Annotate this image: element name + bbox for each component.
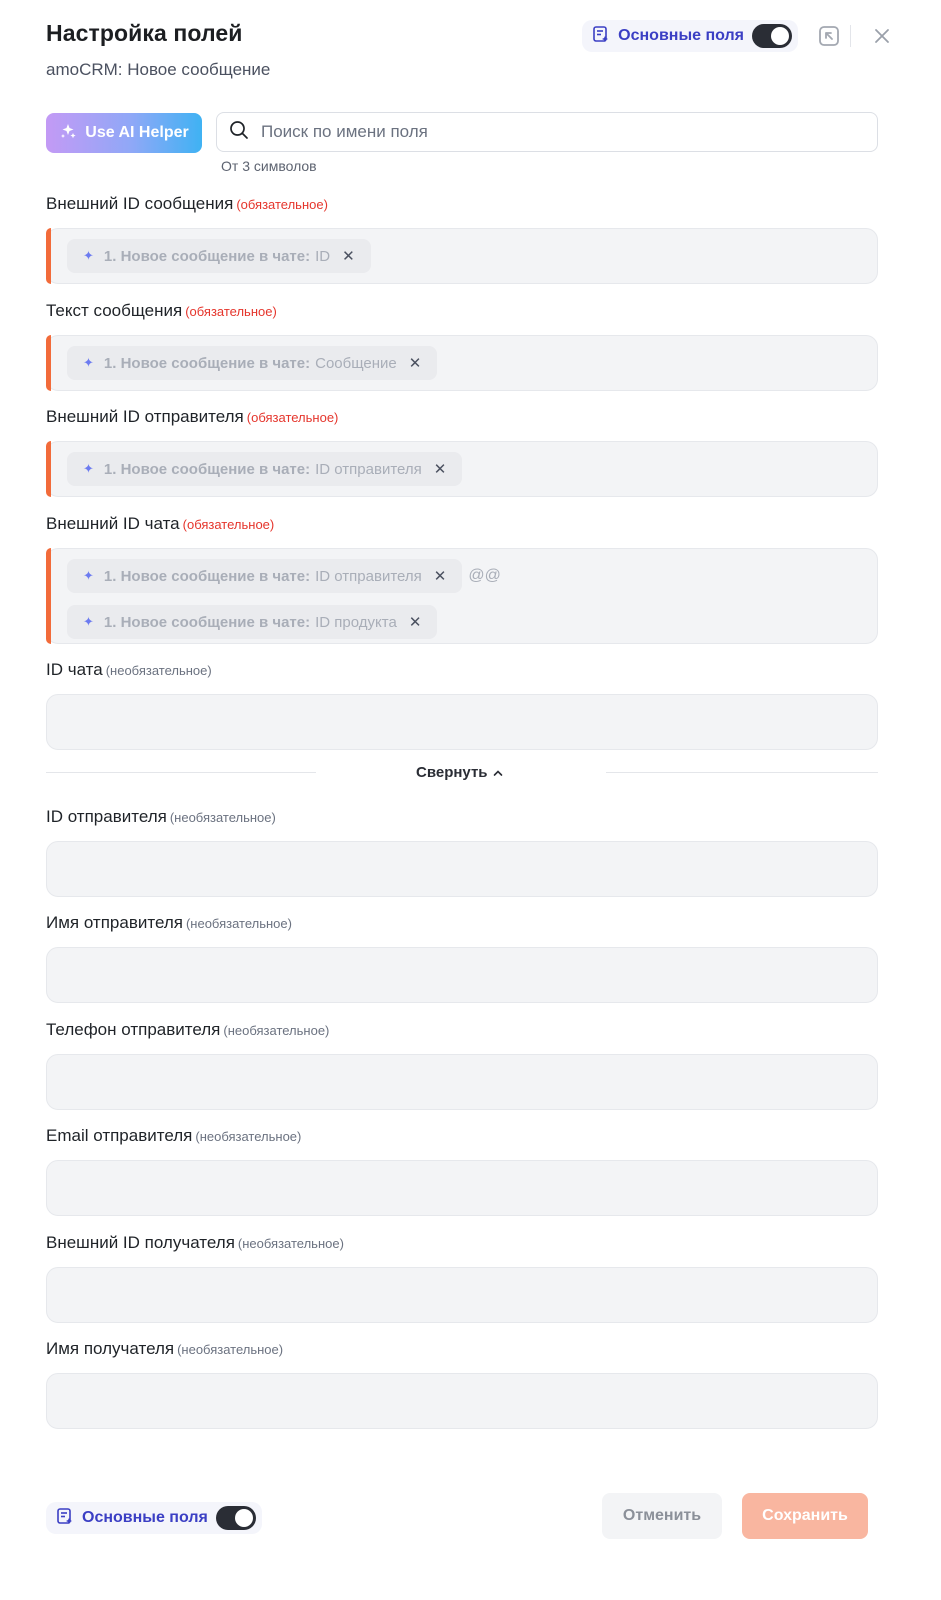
variable-chip[interactable]: ✦ 1. Новое сообщение в чате: ID отправителя ✕ (67, 452, 462, 486)
sparkle-icon: ✦ (83, 355, 94, 370)
field-external-message-id (46, 194, 878, 284)
cancel-button[interactable]: Отменить (602, 1493, 722, 1539)
variable-chip[interactable]: ✦ 1. Новое сообщение в чате: ID ✕ (67, 239, 371, 273)
footer-main-fields-toggle[interactable] (46, 1502, 262, 1534)
field-label: Имя отправителя (46, 913, 183, 932)
field-label: Email отправителя (46, 1126, 193, 1145)
field-external-chat-id (46, 514, 878, 644)
field-message-text (46, 301, 878, 391)
field-input[interactable] (46, 548, 878, 644)
required-tag: (обязательное) (246, 410, 339, 425)
optional-tag: (необязательное) (223, 1023, 330, 1038)
field-input[interactable] (46, 1267, 878, 1323)
variable-chip[interactable]: ✦ 1. Новое сообщение в чате: ID отправителя ✕ (67, 559, 462, 593)
field-input[interactable] (46, 1054, 878, 1110)
sparkle-icon: ✦ (83, 248, 94, 263)
field-input[interactable] (46, 1373, 878, 1429)
field-label: Внешний ID получателя (46, 1233, 235, 1252)
raw-text: @@ (468, 567, 501, 584)
variable-chip[interactable]: ✦ 1. Новое сообщение в чате: Сообщение ✕ (67, 346, 437, 380)
field-label: ID чата (46, 660, 103, 679)
search-hint: От 3 символов (221, 158, 317, 174)
collapse-panel-icon[interactable] (816, 23, 842, 49)
field-label: Телефон отправителя (46, 1020, 221, 1039)
main-fields-label: Основные поля (82, 1509, 208, 1526)
ai-helper-label: Use AI Helper (85, 124, 189, 141)
main-fields-switch[interactable] (216, 1506, 256, 1530)
optional-tag: (необязательное) (237, 1236, 344, 1251)
required-tag: (обязательное) (182, 517, 275, 532)
collapse-row (46, 762, 878, 784)
chevron-up-icon (493, 764, 503, 781)
header-divider (850, 25, 851, 47)
sparkles-icon (59, 122, 77, 145)
field-sender-id (46, 807, 878, 897)
field-label: Внешний ID чата (46, 514, 180, 533)
field-chat-id (46, 660, 878, 750)
panel-header (46, 20, 895, 90)
remove-chip-icon[interactable]: ✕ (408, 355, 422, 372)
field-label: Имя получателя (46, 1339, 175, 1358)
divider-line (46, 772, 316, 773)
field-external-sender-id (46, 407, 878, 497)
field-label: Текст сообщения (46, 301, 183, 320)
field-sender-phone (46, 1020, 878, 1110)
fields-list-icon (592, 25, 610, 48)
fields-list-icon (56, 1507, 74, 1530)
search-input[interactable] (261, 122, 841, 142)
field-label: Внешний ID сообщения (46, 194, 234, 213)
save-button[interactable]: Сохранить (742, 1493, 868, 1539)
sparkle-icon: ✦ (83, 461, 94, 476)
field-sender-name (46, 913, 878, 1003)
header-actions (582, 20, 895, 52)
optional-tag: (необязательное) (195, 1129, 302, 1144)
optional-tag: (необязательное) (177, 1342, 284, 1357)
field-input[interactable] (46, 947, 878, 1003)
field-input[interactable] (46, 335, 878, 391)
page-subtitle: amoCRM: Новое сообщение (46, 60, 271, 79)
page-title: Настройка полей (46, 20, 243, 46)
field-label: Внешний ID отправителя (46, 407, 244, 426)
main-fields-switch[interactable] (752, 24, 792, 48)
remove-chip-icon[interactable]: ✕ (408, 614, 422, 631)
field-label: ID отправителя (46, 807, 167, 826)
main-fields-toggle[interactable] (582, 20, 798, 52)
field-input[interactable] (46, 228, 878, 284)
collapse-button[interactable]: Свернуть (416, 764, 503, 781)
sparkle-icon: ✦ (83, 568, 94, 583)
required-tag: (обязательное) (236, 197, 328, 212)
field-input[interactable] (46, 441, 878, 497)
field-input[interactable] (46, 841, 878, 897)
divider-line (606, 772, 878, 773)
sparkle-icon: ✦ (83, 614, 94, 629)
remove-chip-icon[interactable]: ✕ (433, 461, 447, 478)
optional-tag: (необязательное) (105, 663, 212, 678)
optional-tag: (необязательное) (169, 810, 276, 825)
field-external-recipient-id (46, 1233, 878, 1323)
main-fields-label: Основные поля (618, 27, 744, 44)
ai-helper-button[interactable] (46, 113, 202, 153)
search-icon (229, 120, 249, 145)
field-sender-email (46, 1126, 878, 1216)
remove-chip-icon[interactable]: ✕ (433, 568, 447, 585)
required-tag: (обязательное) (185, 304, 277, 319)
optional-tag: (необязательное) (185, 916, 292, 931)
field-input[interactable] (46, 1160, 878, 1216)
field-recipient-name (46, 1339, 878, 1429)
field-input[interactable] (46, 694, 878, 750)
search-box[interactable] (216, 112, 878, 152)
remove-chip-icon[interactable]: ✕ (342, 248, 355, 265)
variable-chip[interactable]: ✦ 1. Новое сообщение в чате: ID продукта ✕ (67, 605, 437, 639)
close-icon[interactable] (869, 23, 895, 49)
